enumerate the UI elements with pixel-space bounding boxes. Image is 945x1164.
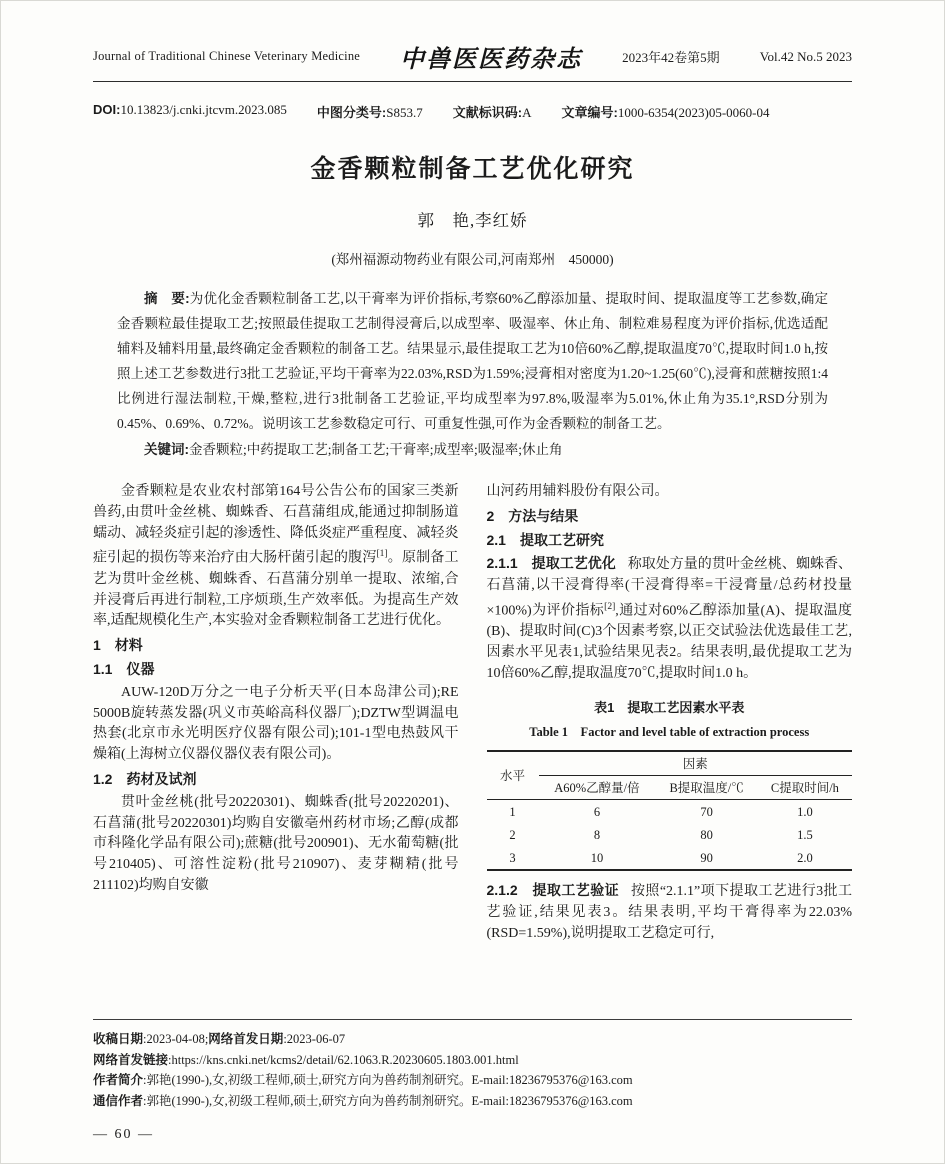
intro-text-cont: 。原制备工艺为贯叶金丝桃、蜘蛛香、石菖蒲分别单一提取、浓缩,合并浸膏后再进行制粒,工序烦琐,生产效率低。为提高生产效率,适配规模化生产,本实验对金香颗粒制备工艺进行优化。: [93, 551, 459, 629]
table-cell: 10: [590, 850, 604, 865]
corresponding-author-label: 通信作者: [93, 1093, 144, 1108]
page-number: — 60 —: [93, 1127, 154, 1142]
instruments-paragraph: AUW-120D万分之一电子分析天平(日本岛津公司);RE 5000B旋转蒸发器(巩义市英峪高科仪器厂);DZTW型调温电热套(北京市永光明医疗仪器有限公司);101-1型电热鼓风干燥箱(上海树立仪器仪器仪表有限公司)。: [93, 684, 459, 763]
section-2-1-2-paragraph: [487, 880, 853, 944]
table-header-factor-a: A60%乙醇量/倍: [539, 776, 656, 800]
section-heading-1-1: 1.1 仪器: [93, 661, 155, 678]
section-2-1-1-paragraph: [487, 553, 853, 684]
article-id-label: 文章编号:: [561, 105, 618, 120]
table-cell: 3: [509, 850, 516, 865]
abstract-block: [117, 286, 828, 462]
section-heading-2-1-2: 2.1.2 提取工艺验证: [486, 882, 620, 899]
clc-number: [317, 102, 423, 121]
table-row: [487, 800, 853, 824]
table-cell: 6: [593, 804, 601, 819]
table-cell: 1.5: [797, 827, 813, 842]
document-code-label: 文献标识码:: [452, 105, 523, 120]
table-cell: 70: [700, 804, 713, 819]
table-1-caption-chinese: 表1 提取工艺因素水平表: [594, 699, 745, 715]
table-header-factor-c: C提取时间/h: [758, 776, 852, 800]
table-cell: 80: [700, 827, 713, 842]
clc-label: 中图分类号:: [316, 105, 387, 120]
table-cell: 1.0: [797, 804, 813, 819]
page-header: [93, 39, 852, 74]
doi: [93, 102, 287, 121]
article-body: [93, 482, 852, 945]
doi-value: 10.13823/j.cnki.jtcvm.2023.085: [120, 102, 287, 117]
corresponding-author-line: [93, 1091, 852, 1112]
table-cell: 2.0: [797, 850, 813, 865]
table-header-factor-b: B提取温度/℃: [655, 776, 757, 800]
section-2-1-2-text: 按照“2.1.1”项下提取工艺进行3批工艺验证,结果见表3。结果表明,平均干膏得率为22.03%(RSD=1.59%),说明提取工艺稳定可行,: [486, 884, 852, 942]
abstract-paragraph: [117, 286, 828, 436]
dates-line: [93, 1029, 852, 1050]
document-code: [453, 102, 532, 121]
received-date-label: 收稿日期: [93, 1032, 144, 1046]
table-cell: 90: [700, 850, 713, 865]
journal-name-english: Journal of Traditional Chinese Veterinary Medicine: [93, 49, 361, 63]
issue-info-english: Vol.42 No.5 2023: [759, 48, 852, 64]
abstract-label: 摘 要:: [144, 291, 190, 306]
table-cell: 1: [509, 804, 516, 819]
online-link-value: :https://kns.cnki.net/kcms2/detail/62.1063.R.20230605.1803.001.html: [168, 1052, 519, 1067]
table-header-level: 水平: [487, 751, 539, 800]
left-column: [93, 482, 459, 945]
materials-paragraph: 贯叶金丝桃(批号20220301)、蜘蛛香(批号20220201)、石菖蒲(批号20220301)均购自安徽亳州药材市场;乙醇(成都市科隆化学品有限公司);蔗糖(批号200901)、无水葡萄糖(批号210405)、可溶性淀粉(批号210907)、麦芽糊精(批号211102)均购自安徽: [93, 794, 459, 893]
keywords-text: 金香颗粒;中药提取工艺;制备工艺;干膏率;成型率;吸湿率;休止角: [189, 442, 563, 457]
continuation-paragraph: 山河药用辅料股份有限公司。: [486, 484, 669, 499]
intro-paragraph: [93, 482, 459, 632]
affiliation: (郑州福源动物药业有限公司,河南郑州 450000): [331, 252, 614, 267]
article-meta-line: [93, 102, 852, 121]
section-heading-2-1: 2.1 提取工艺研究: [486, 531, 604, 548]
author-bio-label: 作者简介: [93, 1073, 144, 1087]
table-cell: 2: [509, 827, 516, 842]
keywords-line: [117, 437, 828, 462]
received-date-value: :2023-04-08;: [143, 1032, 209, 1046]
section-heading-2: 2 方法与结果: [486, 507, 579, 524]
article-id: [561, 102, 769, 121]
section-2-1-1-text-cont: ,通过对60%乙醇添加量(A)、提取温度(B)、提取时间(C)3个因素考察,以正交试验法优选最佳工艺,因素水平见表1,试验结果见表2。结果表明,最优提取工艺为10倍60%乙醇,提取温度70℃,提取时间1.0 h。: [486, 603, 852, 682]
table-header-factor: 因素: [539, 751, 853, 776]
document-code-value: A: [522, 105, 532, 120]
author-bio-line: [93, 1070, 852, 1091]
citation-2: [2]: [604, 601, 616, 612]
section-heading-1-2: 1.2 药材及试剂: [93, 771, 197, 788]
abstract-text: 为优化金香颗粒制备工艺,以干膏率为评价指标,考察60%乙醇添加量、提取时间、提取温度等工艺参数,确定金香颗粒最佳提取工艺;按照最佳提取工艺制得浸膏后,以成型率、吸湿率、休止角、制粒难易程度为评价指标,优选适配辅料及辅料用量,最终确定金香颗粒的制备工艺。结果显示,最佳提取工艺为10倍60%乙醇,提取温度70℃,提取时间1.0 h,按照上述工艺参数进行3批工艺验证,平均干膏率为22.03%,RSD为1.59%;浸膏相对密度为1.20~1.25(60℃),浸膏和蔗糖按照1:4比例进行湿法制粒,干燥,整粒,进行3批制备工艺验证,平均成型率为97.8%,吸湿率为5.01%,休止角为35.1°,RSD分别为0.45%、0.69%、0.72%。说明该工艺参数稳定可行、可重复性强,可作为金香颗粒的制备工艺。: [117, 291, 828, 431]
author-bio-value: :郭艳(1990-),女,初级工程师,硕士,研究方向为兽药制剂研究。E-mail:18236795376@163.com: [143, 1073, 633, 1087]
table-row: [487, 846, 853, 870]
online-date-value: :2023-06-07: [283, 1032, 346, 1046]
issue-info-chinese: 2023年42卷第5期: [622, 50, 720, 65]
doi-label: DOI:: [93, 102, 121, 117]
header-divider: [93, 81, 852, 82]
online-link-label: 网络首发链接: [93, 1052, 169, 1067]
article-id-value: 1000-6354(2023)05-0060-04: [617, 105, 770, 120]
citation-1: [1]: [376, 549, 388, 560]
table-1-caption-english: Table 1 Factor and level table of extraction process: [529, 724, 810, 739]
keywords-label: 关键词:: [144, 442, 189, 457]
section-2-1-1-text: 称取处方量的贯叶金丝桃、蜘蛛香、石菖蒲,以干浸膏得率(干浸膏得率=干浸膏量/总药材投量×100%)为评价指标: [486, 557, 853, 619]
table-cell: 8: [593, 827, 601, 842]
right-column: [487, 482, 853, 945]
clc-value: S853.7: [386, 105, 423, 120]
section-heading-2-1-1: 2.1.1 提取工艺优化: [486, 555, 616, 572]
corresponding-author-value: :郭艳(1990-),女,初级工程师,硕士,研究方向为兽药制剂研究。E-mail:18236795376@163.com: [143, 1093, 633, 1108]
footnotes-block: [93, 1019, 852, 1111]
online-date-label: 网络首发日期: [208, 1032, 284, 1046]
journal-name-calligraphy: 中兽医医药杂志: [400, 47, 583, 73]
authors: 郭 艳,李红娇: [417, 211, 528, 230]
article-title: 金香颗粒制备工艺优化研究: [310, 156, 635, 183]
intro-text: 金香颗粒是农业农村部第164号公告公布的国家三类新兽药,由贯叶金丝桃、蜘蛛香、石菖蒲组成,能通过抑制肠道蠕动、减轻炎症引起的渗透性、降低炎症严重程度、减轻炎症引起的损伤等来治疗由大肠杆菌引起的腹泻: [93, 484, 459, 567]
online-link-line: [93, 1050, 852, 1071]
table-1: [487, 750, 853, 871]
table-row: [487, 823, 853, 846]
table-1-block: [487, 698, 853, 872]
section-heading-1: 1 材料: [93, 637, 143, 654]
